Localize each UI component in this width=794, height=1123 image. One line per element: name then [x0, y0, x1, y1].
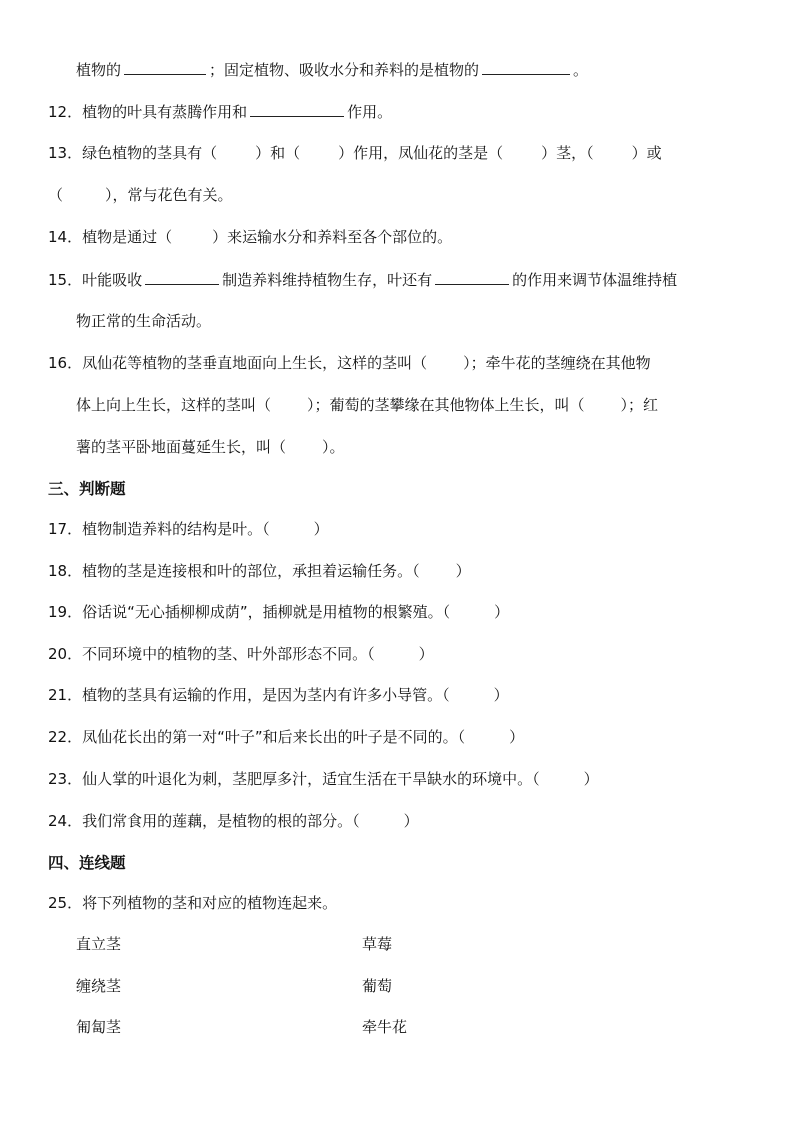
section-heading-true-false: 三、判断题 — [48, 480, 126, 498]
answer-blank[interactable] — [250, 100, 344, 117]
section-heading-matching: 四、连线题 — [48, 854, 126, 872]
true-false-item: 20．不同环境中的植物的茎、叶外部形态不同。（ ） — [48, 645, 434, 663]
true-false-item: 21．植物的茎具有运输的作用，是因为茎内有许多小导管。（ ） — [48, 686, 509, 704]
question-14: 14．植物是通过（ ）来运输水分和养料至各个部位的。 — [48, 228, 453, 246]
question-15: 15．叶能吸收 制造养料维持植物生存，叶还有 的作用来调节体温维持植 — [48, 268, 677, 291]
answer-blank[interactable] — [482, 58, 570, 75]
question-13: 13．绿色植物的茎具有（ ）和（ ）作用，凤仙花的茎是（ ）茎，（ ）或 — [48, 144, 662, 162]
question-25: 25．将下列植物的茎和对应的植物连起来。 — [48, 894, 338, 912]
true-false-item: 17．植物制造养料的结构是叶。（ ） — [48, 520, 329, 538]
match-right-item[interactable]: 葡萄 — [362, 977, 393, 995]
answer-blank[interactable] — [145, 268, 219, 285]
true-false-item: 24．我们常食用的莲藕，是植物的根的部分。（ ） — [48, 812, 419, 830]
answer-blank[interactable] — [435, 268, 509, 285]
true-false-item: 22．凤仙花长出的第一对“叶子”和后来长出的叶子是不同的。（ ） — [48, 728, 525, 746]
true-false-item: 23．仙人掌的叶退化为刺，茎肥厚多汁，适宜生活在干旱缺水的环境中。（ ） — [48, 770, 599, 788]
question-12: 12．植物的叶具有蒸腾作用和 作用。 — [48, 100, 392, 123]
question-13-cont: （ ），常与花色有关。 — [48, 186, 233, 204]
match-right-item[interactable]: 牵牛花 — [362, 1018, 408, 1036]
match-left-item[interactable]: 缠绕茎 — [76, 977, 122, 995]
match-right-item[interactable]: 草莓 — [362, 935, 393, 953]
question-16-cont2: 薯的茎平卧地面蔓延生长，叫（ ）。 — [76, 438, 345, 456]
question-16: 16．凤仙花等植物的茎垂直地面向上生长，这样的茎叫（ ）；牵牛花的茎缠绕在其他物 — [48, 354, 651, 372]
q11-continuation: 植物的 ；固定植物、吸收水分和养料的是植物的 。 — [76, 58, 588, 81]
match-left-item[interactable]: 直立茎 — [76, 935, 122, 953]
answer-blank[interactable] — [124, 58, 206, 75]
true-false-item: 18．植物的茎是连接根和叶的部位，承担着运输任务。（ ） — [48, 562, 471, 580]
question-15-cont: 物正常的生命活动。 — [76, 312, 212, 330]
true-false-item: 19．俗话说“无心插柳柳成荫”，插柳就是用植物的根繁殖。（ ） — [48, 603, 510, 621]
question-16-cont1: 体上向上生长，这样的茎叫（ ）；葡萄的茎攀缘在其他物体上生长，叫（ ）；红 — [76, 396, 659, 414]
match-left-item[interactable]: 匍匐茎 — [76, 1018, 122, 1036]
